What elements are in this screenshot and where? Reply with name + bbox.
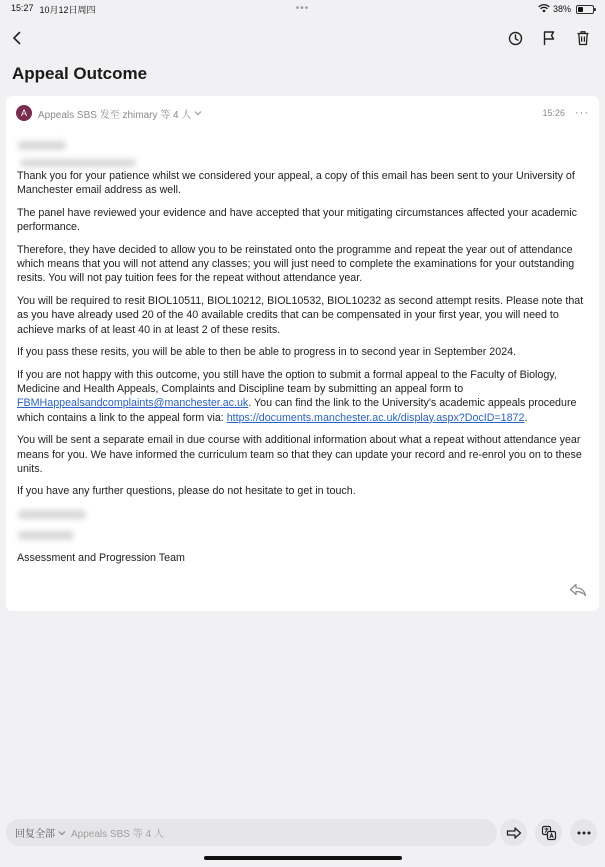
translate-button[interactable] <box>535 819 562 846</box>
status-time: 15:27 <box>11 2 34 13</box>
message-time: 15:26 <box>542 108 565 118</box>
battery-icon <box>576 5 594 14</box>
appeal-text: If you are not happy with this outcome, you still have the option to submit a formal appeal to the Faculty of Biology, Medicine and Health Appeals, Complaints and Discipline team by submitting an appeal form to <box>17 368 557 396</box>
reply-icon <box>569 583 587 597</box>
delete-button[interactable] <box>573 27 593 49</box>
appeal-text-2: . You can find the link to the University's academic appeals procedure which contains a link to the appeal form via: <box>17 397 577 424</box>
sender-line[interactable]: Appeals SBS 发至 zhimary 等 4 人 <box>38 109 192 121</box>
more-options-button[interactable]: ··· <box>575 107 589 119</box>
status-date: 10月12日周四 <box>39 4 96 15</box>
mail-toolbar <box>0 24 605 52</box>
translate-icon <box>541 825 557 841</box>
back-button[interactable] <box>7 26 27 50</box>
reply-button[interactable] <box>569 583 587 602</box>
trash-icon <box>576 30 590 46</box>
paragraph-repeat: You will be sent a separate email in due course with additional information about what a repeat without attendance year means for you. We have informed the curriculum team so that they can update your record and re-enrol you on to these units. <box>17 434 582 475</box>
email-message-card <box>6 96 599 611</box>
email-subject: Appeal Outcome <box>12 64 148 83</box>
clock-icon <box>508 31 523 46</box>
email-body <box>17 169 589 507</box>
appeal-text-end: . <box>524 411 528 424</box>
flag-button[interactable] <box>539 27 559 49</box>
snooze-button[interactable] <box>505 27 525 49</box>
chevron-left-icon <box>12 31 22 45</box>
paragraph-thanks: Thank you for your patience whilst we considered your appeal, a copy of this email has been sent to your University of Manchester email address as well. <box>17 170 575 197</box>
avatar[interactable]: A <box>16 105 32 121</box>
paragraph-resits: You will be required to resit BIOL10511, BIOL10212, BIOL10532, BIOL10232 as second attempt resits. Please note that as you have already used 20 of the 40 available credits that can be compensated in your first year, you will need to achieve marks of at least 40 in at least 2 of these resits. <box>17 294 584 336</box>
chevron-down-icon[interactable] <box>194 110 202 116</box>
multitask-dots[interactable]: ••• <box>295 3 310 14</box>
signature-team: Assessment and Progression Team <box>17 552 185 564</box>
sender-row[interactable] <box>16 105 589 121</box>
battery-percent: 38% <box>552 4 571 14</box>
paragraph-appeal <box>17 368 589 425</box>
wifi-icon <box>538 4 550 15</box>
bottom-reply-bar <box>0 813 605 853</box>
chevron-down-icon[interactable] <box>58 830 66 836</box>
redacted-signature-name <box>18 510 86 519</box>
paragraph-decision: Therefore, they have decided to allow you to be reinstated onto the programme and repeat the year out of attendance which means that you will not attend any classes; you will just need to complete the examinations for your outstanding resits. You will not pay tuition fees for the repeat without attendance year. <box>17 243 575 285</box>
redacted-greeting <box>18 141 66 150</box>
reply-all-selector[interactable]: 回复全部 <box>15 829 55 840</box>
redacted-signature-title <box>18 531 74 540</box>
status-bar <box>0 0 605 18</box>
forward-button[interactable] <box>500 819 527 846</box>
paragraph-progress: If you pass these resits, you will be able to then be able to progress in to second year in September 2024. <box>17 346 517 359</box>
flag-icon <box>542 30 556 46</box>
home-indicator[interactable] <box>204 856 402 860</box>
paragraph-questions: If you have any further questions, please do not hesitate to get in touch. <box>17 485 356 498</box>
more-actions-button[interactable] <box>570 819 597 846</box>
paragraph-panel: The panel have reviewed your evidence and have accepted that your mitigating circumstances affected your academic performance. <box>17 206 578 234</box>
redacted-line <box>20 159 136 167</box>
forward-icon <box>506 827 522 839</box>
reply-placeholder: Appeals SBS 等 4 人 <box>71 829 164 840</box>
ellipsis-icon <box>577 831 591 835</box>
quick-reply-field[interactable] <box>6 819 497 846</box>
appeals-email-link[interactable]: FBMHappealsandcomplaints@manchester.ac.uk <box>17 397 249 410</box>
appeals-procedure-link[interactable]: https://documents.manchester.ac.uk/display.aspx?DocID=1872 <box>226 411 525 424</box>
